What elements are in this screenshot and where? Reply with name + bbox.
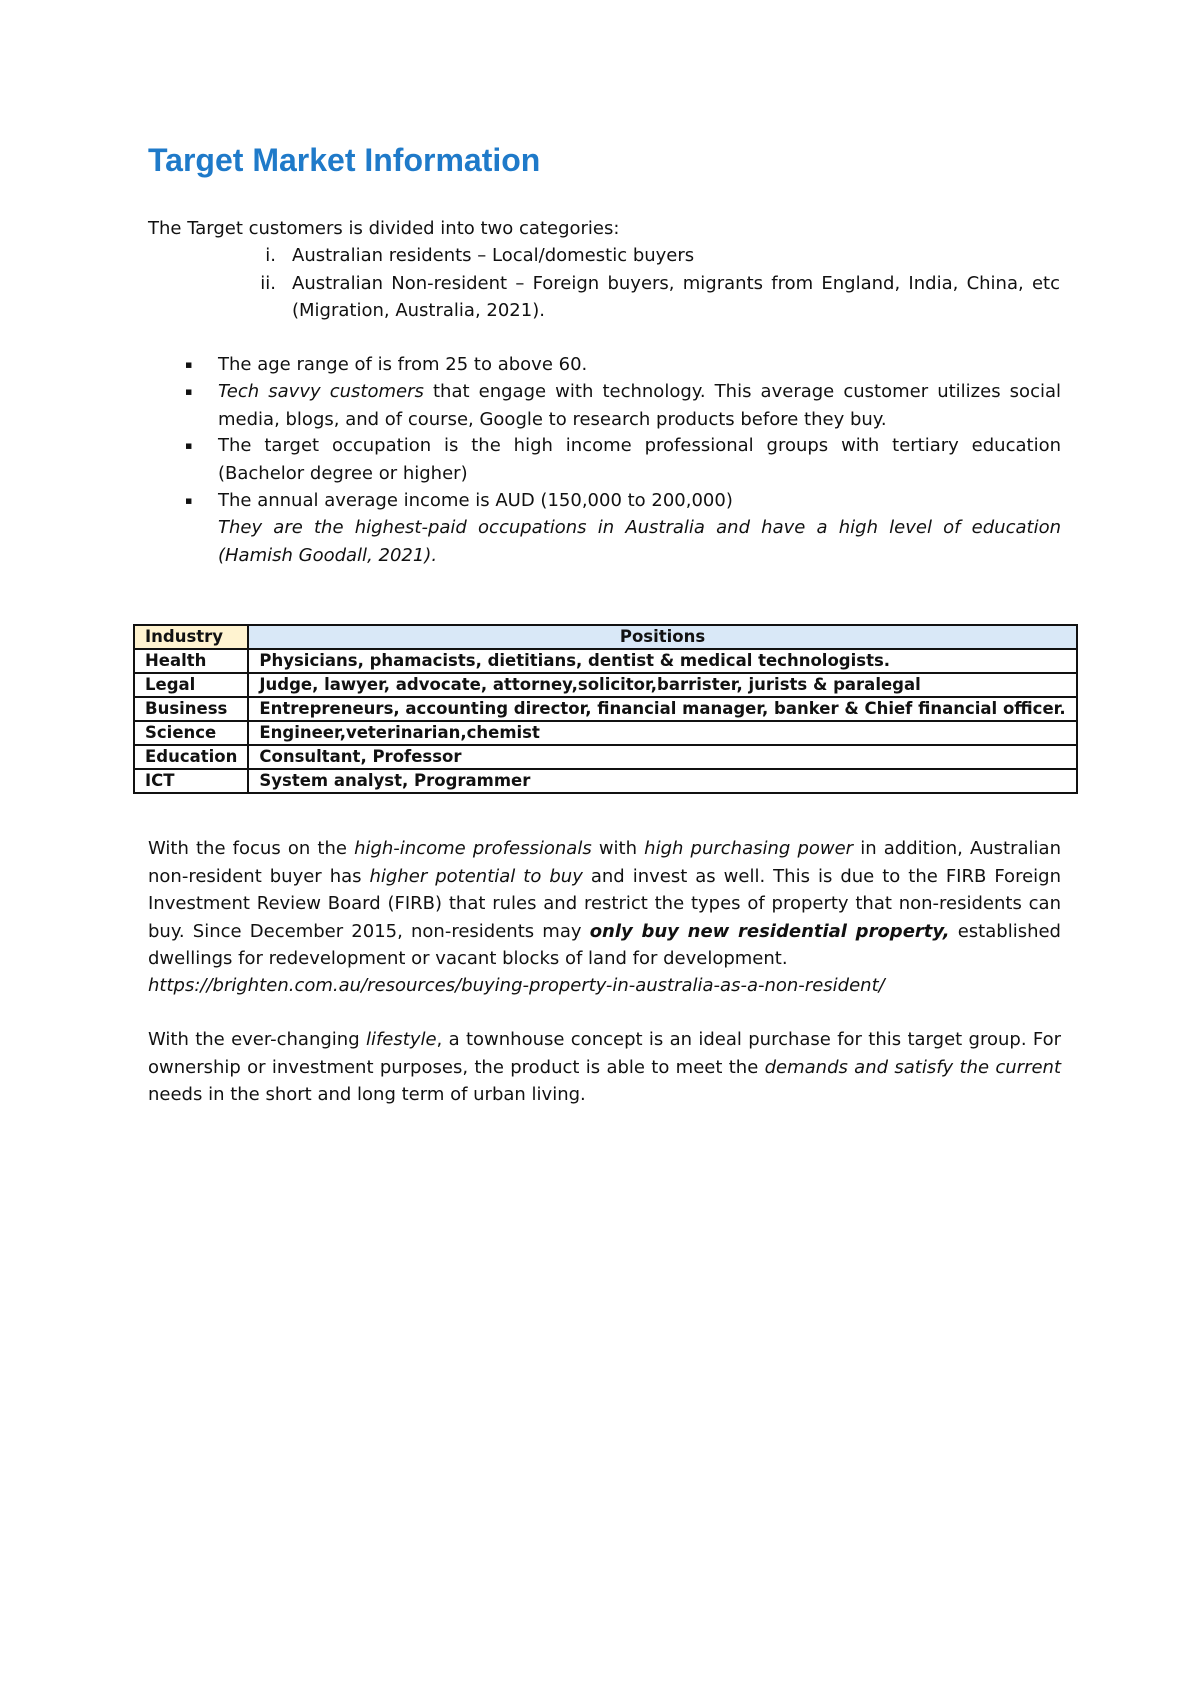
table-cell: Science	[134, 721, 248, 745]
emphasis-text: high purchasing power	[644, 838, 854, 859]
table-cell: System analyst, Programmer	[248, 769, 1076, 793]
table-cell: Health	[134, 649, 248, 673]
reference-link[interactable]: https://brighten.com.au/resources/buying-property-in-australia-as-a-non-resident/	[148, 975, 885, 996]
table-cell: Physicians, phamacists, dietitians, dentist & medical technologists.	[248, 649, 1076, 673]
paragraph-text: With the focus on the	[148, 838, 355, 859]
table-row	[134, 697, 1077, 721]
list-number: i.	[265, 245, 276, 266]
list-text: Australian residents – Local/domestic buyers	[292, 245, 695, 266]
emphasis-text: higher potential to buy	[369, 865, 583, 887]
bullet-item-income: The annual average income is AUD (150,000 to 200,000)	[218, 490, 733, 511]
bullet-icon	[185, 487, 197, 515]
table-cell: Engineer,veterinarian,chemist	[248, 721, 1076, 745]
table-row	[134, 721, 1077, 745]
emphasis-text: lifestyle	[365, 1029, 437, 1050]
bullet-item-tech	[218, 378, 1061, 433]
table-row	[134, 649, 1077, 673]
table-cell: ICT	[134, 769, 248, 793]
table-header-row	[134, 625, 1077, 649]
table-cell: Education	[134, 745, 248, 769]
table-header-positions: Positions	[248, 625, 1076, 649]
paragraph-firb	[148, 835, 1061, 973]
bullet-text: that engage with technology. This average customer utilizes social media, blogs, and of course, Google to research products before they buy.	[218, 381, 1062, 430]
emphasis-text: Tech savvy customers	[218, 381, 424, 402]
list-text-continued: (Migration, Australia, 2021).	[292, 300, 545, 321]
table-header-industry: Industry	[134, 625, 248, 649]
bullet-icon	[185, 351, 197, 379]
table-row	[134, 769, 1077, 793]
table-row	[134, 745, 1077, 769]
emphasis-text: demands and satisfy the current	[764, 1056, 1062, 1078]
bullet-icon	[185, 378, 197, 406]
table-cell: Business	[134, 697, 248, 721]
bullet-icon	[185, 432, 197, 460]
bullet-item-age: The age range of is from 25 to above 60.	[218, 354, 588, 375]
paragraph-lifestyle	[148, 1026, 1061, 1109]
paragraph-text: With the ever-changing	[148, 1029, 366, 1050]
paragraph-text: needs in the short and long term of urban living.	[148, 1084, 586, 1105]
paragraph-text: and invest as well. This is due to the FIRB Foreign Investment Review Board (FIRB) that rules and restrict the types of property that non-residents can buy. Since December 2015, non-residents may	[148, 865, 1061, 942]
page-title: Target Market Information	[148, 142, 541, 178]
industry-table	[133, 624, 1078, 794]
table-row	[134, 673, 1077, 697]
list-text: Australian Non-resident – Foreign buyers, migrants from England, India, China, etc	[292, 272, 1060, 294]
table-cell: Judge, lawyer, advocate, attorney,solicitor,barrister, jurists & paralegal	[248, 673, 1076, 697]
bold-emphasis-text: only buy new residential property,	[589, 920, 950, 942]
list-number: ii.	[260, 272, 276, 294]
emphasis-text: high-income professionals	[354, 838, 592, 859]
table-cell: Entrepreneurs, accounting director, financial manager, banker & Chief financial officer.	[248, 697, 1076, 721]
table-cell: Legal	[134, 673, 248, 697]
intro-text: The Target customers is divided into two categories:	[148, 218, 620, 239]
paragraph-text: in addition, Australian non-resident buyer has	[148, 838, 1061, 887]
bullet-item-occupation: The target occupation is the high income professional groups with tertiary education (Bachelor degree or higher)	[218, 435, 1061, 484]
paragraph-text: established dwellings for redevelopment or vacant blocks of land for development.	[148, 920, 1061, 969]
income-note: They are the highest-paid occupations in Australia and have a high level of education (Hamish Goodall, 2021).	[218, 517, 1061, 566]
table-cell: Consultant, Professor	[248, 745, 1076, 769]
paragraph-text: , a townhouse concept is an ideal purchase for this target group. For ownership or investment purposes, the product is able to meet the	[148, 1029, 1061, 1078]
paragraph-text: with	[591, 838, 645, 859]
